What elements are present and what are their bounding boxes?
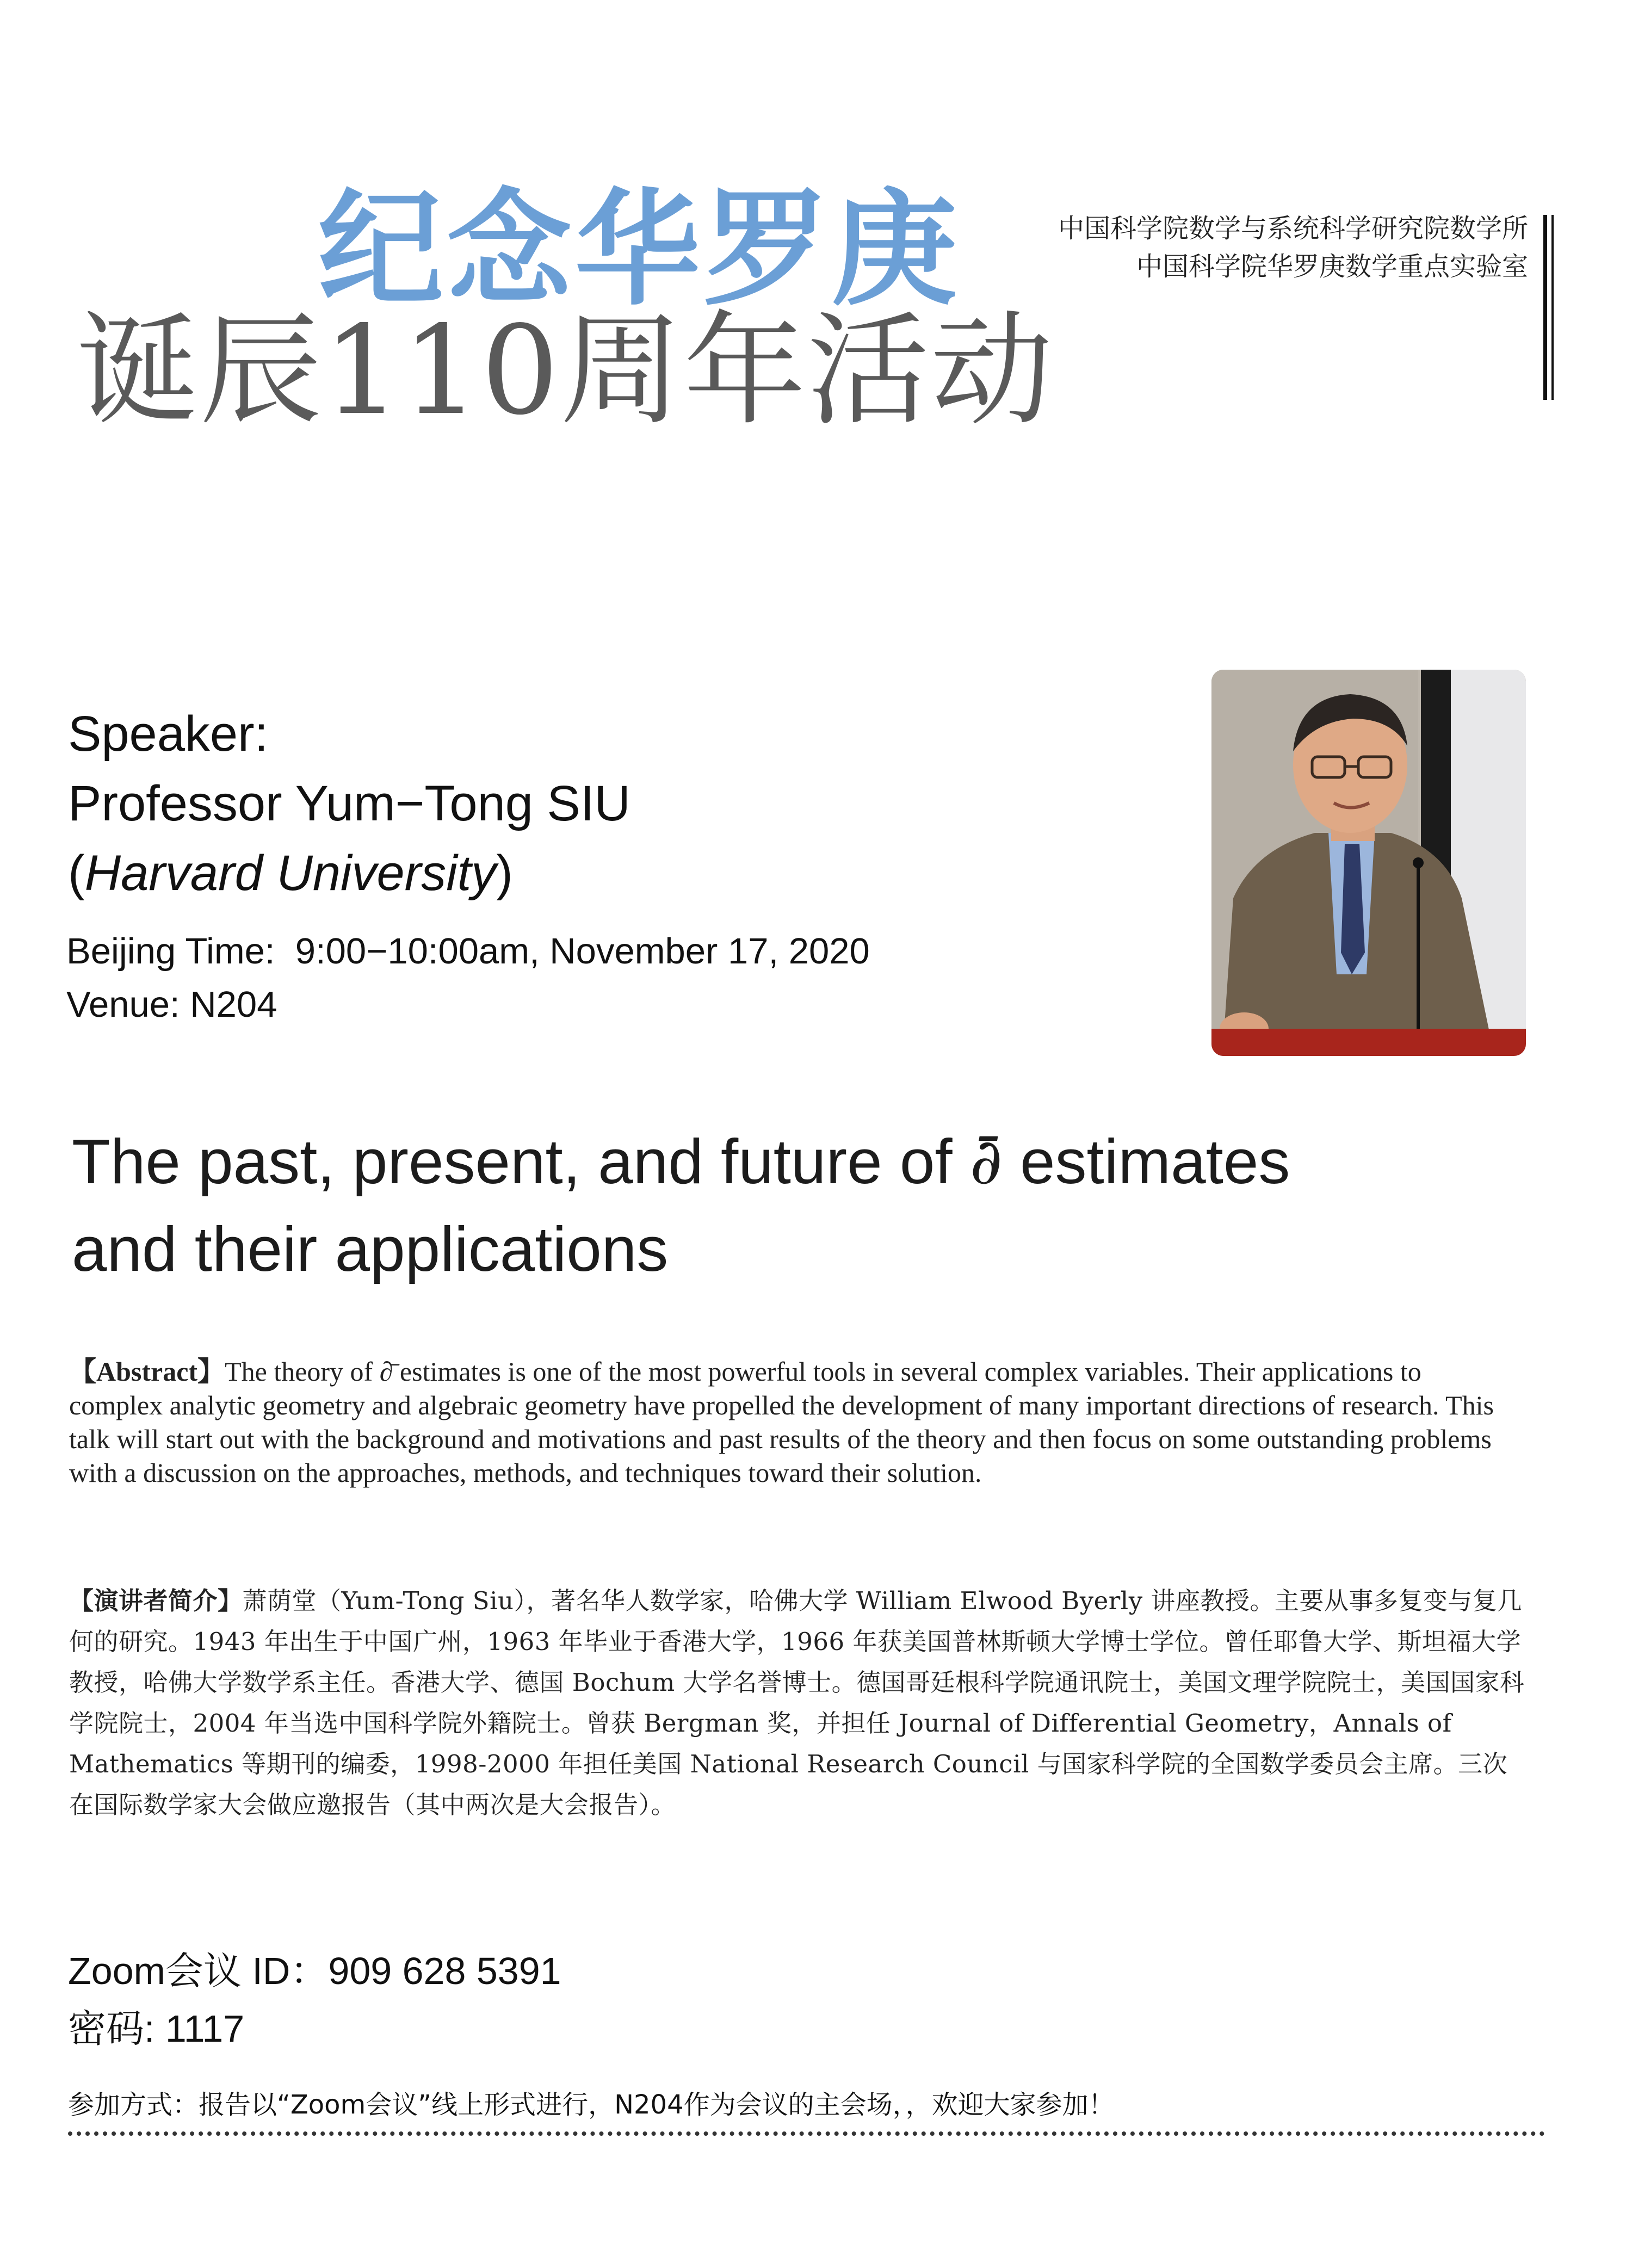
decorative-vertical-bar [1543,215,1547,400]
zoom-id-line [68,1942,561,2000]
speaker-block [68,699,630,908]
speaker-photo-illustration [1211,670,1526,1056]
zoom-id-label: Zoom会议 ID： [68,1950,329,1992]
talk-title-line1 [72,1118,1290,1206]
venue-value: N204 [190,984,277,1025]
zoom-password-value[interactable]: 1117 [165,2007,245,2050]
speaker-name: Professor Yum−Tong SIU [68,776,630,831]
abstract-text: estimates is one of the most powerful tools in several complex variables. Their applications to complex analytic geometry and algebraic geometry have propelled the development of many important directions of research. This talk will start out with the background and motivations and past results of the theory and then focus on some outstanding problems with a discussion on the approaches, methods, and techniques toward their solution. [69,1356,1494,1488]
institution-line2: 中国科学院华罗庚数学重点实验室 [1136,251,1528,282]
speaker-affiliation [68,838,630,908]
talk-title-part-b: estimates [1020,1126,1290,1197]
abstract [69,1355,1522,1490]
event-title-line2: 诞辰110周年活动 [76,300,1054,442]
venue-line [66,978,870,1031]
time-label: Beijing Time: [66,931,275,972]
talk-title-part-a: The past, present, and future of [72,1126,953,1197]
speaker-bio [69,1580,1527,1825]
zoom-info [68,1942,561,2057]
zoom-password-line [68,2000,561,2057]
decorative-vertical-bar-thin [1551,215,1554,400]
institution-block [1058,209,1528,286]
talk-title-line2: and their applications [72,1214,669,1284]
time-value: 9:00−10:00am, November 17, 2020 [295,931,870,972]
time-line [66,925,870,978]
abstract-pre-symbol: The theory of [225,1356,373,1387]
zoom-id-value[interactable]: 909 628 5391 [328,1950,561,1992]
event-title-line1: 纪念华罗庚 [318,177,961,323]
institution-line1: 中国科学院数学与系统科学研究院数学所 [1058,213,1528,244]
bio-label: 【演讲者简介】 [69,1586,243,1615]
abstract-label: 【Abstract】 [69,1356,225,1387]
affiliation-close-paren: ) [496,845,513,901]
speaker-label: Speaker: [68,706,269,762]
speaker-affiliation-name: Harvard University [84,845,497,901]
dbar-symbol: ∂̄ [969,1125,1003,1198]
dotted-divider [68,2131,1545,2136]
talk-title [72,1118,1290,1293]
zoom-password-label: 密码: [68,2007,155,2050]
participation-note: 参加方式：报告以“Zoom会议”线上形式进行，N204作为会议的主会场，，欢迎大家参加！ [68,2090,1115,2120]
abstract-dbar-symbol: ∂̄ [379,1356,393,1387]
speaker-photo [1211,670,1526,1056]
time-venue-block [66,925,870,1031]
venue-label: Venue: [66,984,180,1025]
bio-text: 萧荫堂（Yum-Tong Siu），著名华人数学家，哈佛大学 William Elwood Byerly 讲座教授。主要从事多复变与复几何的研究。1943 年出生于中国广州，1963 年毕业于香港大学，1966 年获美国普林斯顿大学博士学位。曾任耶鲁大学、斯坦福大学教授，哈佛大学数学系主任。香港大学、德国 Bochum 大学名誉博士。德国哥廷根科学院通讯院士，美国文理学院院士，美国国家科学院院士，2004 年当选中国科学院外籍院士。曾获 Bergman 奖，并担任 Journal of Differential Geometry，Annals of Mathematics 等期刊的编委，1998-2000 年担任美国 National Research Council 与国家科学院的全国数学委员会主席。三次在国际数学家大会做应邀报告（其中两次是大会报告）。 [69,1586,1525,1819]
affiliation-open-paren: ( [68,845,85,901]
